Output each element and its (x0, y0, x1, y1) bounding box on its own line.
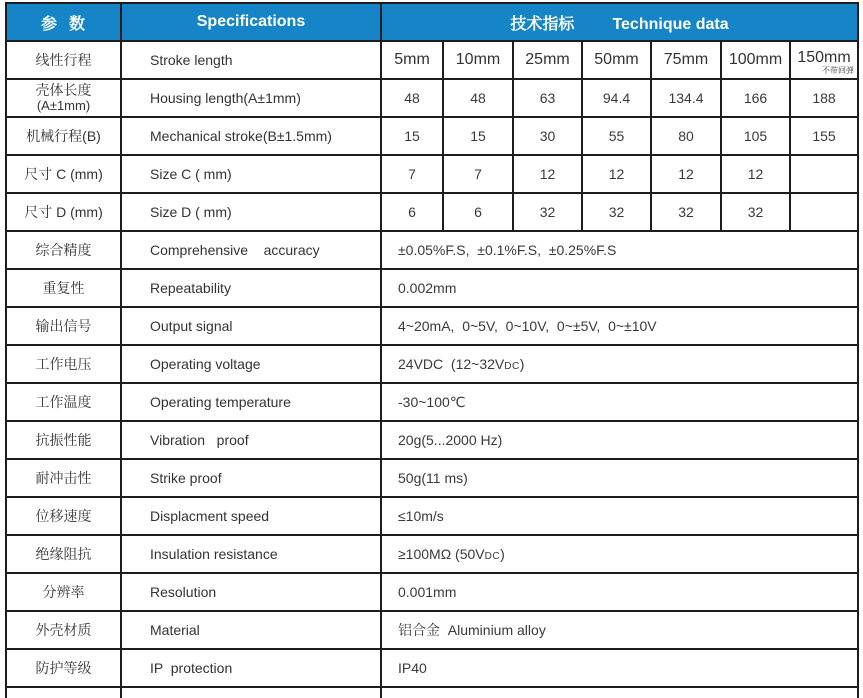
insulation-resistance-value-seg: DC (484, 551, 501, 562)
spec-en-strike-proof: Strike proof (121, 459, 381, 497)
size-c-value-0: 7 (381, 155, 443, 193)
mechanical-stroke-value-0: 15 (381, 117, 443, 155)
insulation-resistance-value-seg: ) (500, 546, 505, 562)
spec-en-housing-length: Housing length(A±1mm) (121, 79, 381, 117)
size-d-value-1: 6 (443, 193, 513, 231)
header-row (6, 3, 858, 41)
material-value: 铝合金 Aluminium alloy (381, 611, 858, 649)
stroke-value-0: 5mm (381, 41, 443, 79)
stroke-value-4: 75mm (651, 41, 721, 79)
spec-en-operating-voltage: Operating voltage (121, 345, 381, 383)
spec-en-material: Material (121, 611, 381, 649)
operating-voltage-value-seg: DC (504, 361, 520, 372)
param-zh-operating-temperature: 工作温度 (6, 383, 121, 421)
spec-en-repeatability: Repeatability (121, 269, 381, 307)
spec-en-ip-protection: IP protection (121, 649, 381, 687)
housing-length-value-5: 166 (721, 79, 790, 117)
size-d-value-2: 32 (513, 193, 582, 231)
spec-en-size-d: Size D ( mm) (121, 193, 381, 231)
row-operating-temperature (6, 383, 858, 421)
housing-length-value-0: 48 (381, 79, 443, 117)
size-c-value-3: 12 (582, 155, 651, 193)
header-param: 参 数 (6, 3, 121, 41)
row-size-d (6, 193, 858, 231)
size-c-value-5: 12 (721, 155, 790, 193)
mechanical-stroke-value-4: 80 (651, 117, 721, 155)
header-specifications: Specifications (121, 3, 381, 41)
mechanical-stroke-value-3: 55 (582, 117, 651, 155)
size-c-value-4: 12 (651, 155, 721, 193)
cutoff-cell-en (121, 687, 381, 698)
row-repeatability (6, 269, 858, 307)
row-size-c (6, 155, 858, 193)
stroke-value-6 (790, 41, 858, 79)
comprehensive-accuracy-value: ±0.05%F.S, ±0.1%F.S, ±0.25%F.S (381, 231, 858, 269)
param-zh-insulation-resistance: 绝缘阻抗 (6, 535, 121, 573)
row-strike-proof (6, 459, 858, 497)
mechanical-stroke-value-2: 30 (513, 117, 582, 155)
size-c-value-6 (790, 155, 858, 193)
size-d-value-5: 32 (721, 193, 790, 231)
param-zh-vibration-proof: 抗振性能 (6, 421, 121, 459)
output-signal-value: 4~20mA, 0~5V, 0~10V, 0~±5V, 0~±10V (381, 307, 858, 345)
displacement-speed-value: ≤10m/s (381, 497, 858, 535)
spec-en-stroke-length: Stroke length (121, 41, 381, 79)
insulation-resistance-value-seg: ≥100MΩ (50V (398, 546, 485, 562)
row-insulation-resistance (6, 535, 858, 573)
param-zh-output-signal: 输出信号 (6, 307, 121, 345)
stroke-value-6-main: 150mm (797, 49, 851, 66)
cutoff-cell-zh (6, 687, 121, 698)
param-zh-ip-protection: 防护等级 (6, 649, 121, 687)
spec-en-mechanical-stroke: Mechanical stroke(B±1.5mm) (121, 117, 381, 155)
housing-length-value-2: 63 (513, 79, 582, 117)
param-zh-operating-voltage: 工作电压 (6, 345, 121, 383)
operating-voltage-value (381, 345, 858, 383)
mechanical-stroke-value-1: 15 (443, 117, 513, 155)
header-technique-data (381, 3, 858, 41)
mechanical-stroke-value-5: 105 (721, 117, 790, 155)
row-comprehensive-accuracy (6, 231, 858, 269)
param-zh-strike-proof: 耐冲击性 (6, 459, 121, 497)
stroke-value-6-note: 不带回弹 (822, 66, 855, 75)
spec-en-output-signal: Output signal (121, 307, 381, 345)
row-output-signal (6, 307, 858, 345)
row-mechanical-stroke (6, 117, 858, 155)
spec-en-comprehensive-accuracy: Comprehensive accuracy (121, 231, 381, 269)
spec-en-insulation-resistance: Insulation resistance (121, 535, 381, 573)
param-zh-mechanical-stroke: 机械行程(B) (6, 117, 121, 155)
operating-voltage-value-seg: 24VDC (12~32V (398, 356, 505, 372)
housing-length-value-4: 134.4 (651, 79, 721, 117)
param-zh-repeatability: 重复性 (6, 269, 121, 307)
header-tech-en: Technique data (612, 15, 729, 33)
housing-length-value-6: 188 (790, 79, 858, 117)
page (0, 2, 863, 692)
repeatability-value: 0.002mm (381, 269, 858, 307)
housing-length-value-1: 48 (443, 79, 513, 117)
header-tech-zh: 技术指标 (510, 15, 575, 33)
operating-voltage-value-seg: ) (519, 356, 525, 372)
vibration-proof-value: 20g(5...2000 Hz) (381, 421, 858, 459)
spec-en-operating-temperature: Operating temperature (121, 383, 381, 421)
row-resolution (6, 573, 858, 611)
row-cutoff (6, 687, 858, 698)
size-c-value-2: 12 (513, 155, 582, 193)
row-material (6, 611, 858, 649)
size-d-value-6 (790, 193, 858, 231)
insulation-resistance-value (381, 535, 858, 573)
ip-protection-value: IP40 (381, 649, 858, 687)
spec-table (5, 2, 859, 698)
cutoff-cell-value (381, 687, 858, 698)
spec-en-vibration-proof: Vibration proof (121, 421, 381, 459)
strike-proof-value: 50g(11 ms) (381, 459, 858, 497)
stroke-value-2: 25mm (513, 41, 582, 79)
spec-en-size-c: Size C ( mm) (121, 155, 381, 193)
mechanical-stroke-value-6: 155 (790, 117, 858, 155)
param-zh-line2: (A±1mm) (36, 98, 91, 114)
row-housing-length (6, 79, 858, 117)
param-zh-housing-length (6, 79, 121, 117)
spec-en-displacement-speed: Displacment speed (121, 497, 381, 535)
housing-length-value-3: 94.4 (582, 79, 651, 117)
row-operating-voltage (6, 345, 858, 383)
stroke-value-3: 50mm (582, 41, 651, 79)
param-zh-size-d: 尺寸 D (mm) (6, 193, 121, 231)
param-zh-line1: 壳体长度 (35, 82, 92, 99)
row-ip-protection (6, 649, 858, 687)
param-zh-size-c: 尺寸 C (mm) (6, 155, 121, 193)
size-d-value-3: 32 (582, 193, 651, 231)
stroke-value-1: 10mm (443, 41, 513, 79)
param-zh-comprehensive-accuracy: 综合精度 (6, 231, 121, 269)
size-d-value-4: 32 (651, 193, 721, 231)
stroke-value-5: 100mm (721, 41, 790, 79)
param-zh-displacement-speed: 位移速度 (6, 497, 121, 535)
row-displacement-speed (6, 497, 858, 535)
operating-temperature-value: -30~100℃ (381, 383, 858, 421)
spec-en-resolution: Resolution (121, 573, 381, 611)
param-zh-resolution: 分辨率 (6, 573, 121, 611)
size-c-value-1: 7 (443, 155, 513, 193)
param-zh-material: 外壳材质 (6, 611, 121, 649)
row-vibration-proof (6, 421, 858, 459)
param-zh-stroke-length: 线性行程 (6, 41, 121, 79)
row-stroke-length (6, 41, 858, 79)
resolution-value: 0.001mm (381, 573, 858, 611)
size-d-value-0: 6 (381, 193, 443, 231)
spec-table-body (6, 41, 858, 698)
